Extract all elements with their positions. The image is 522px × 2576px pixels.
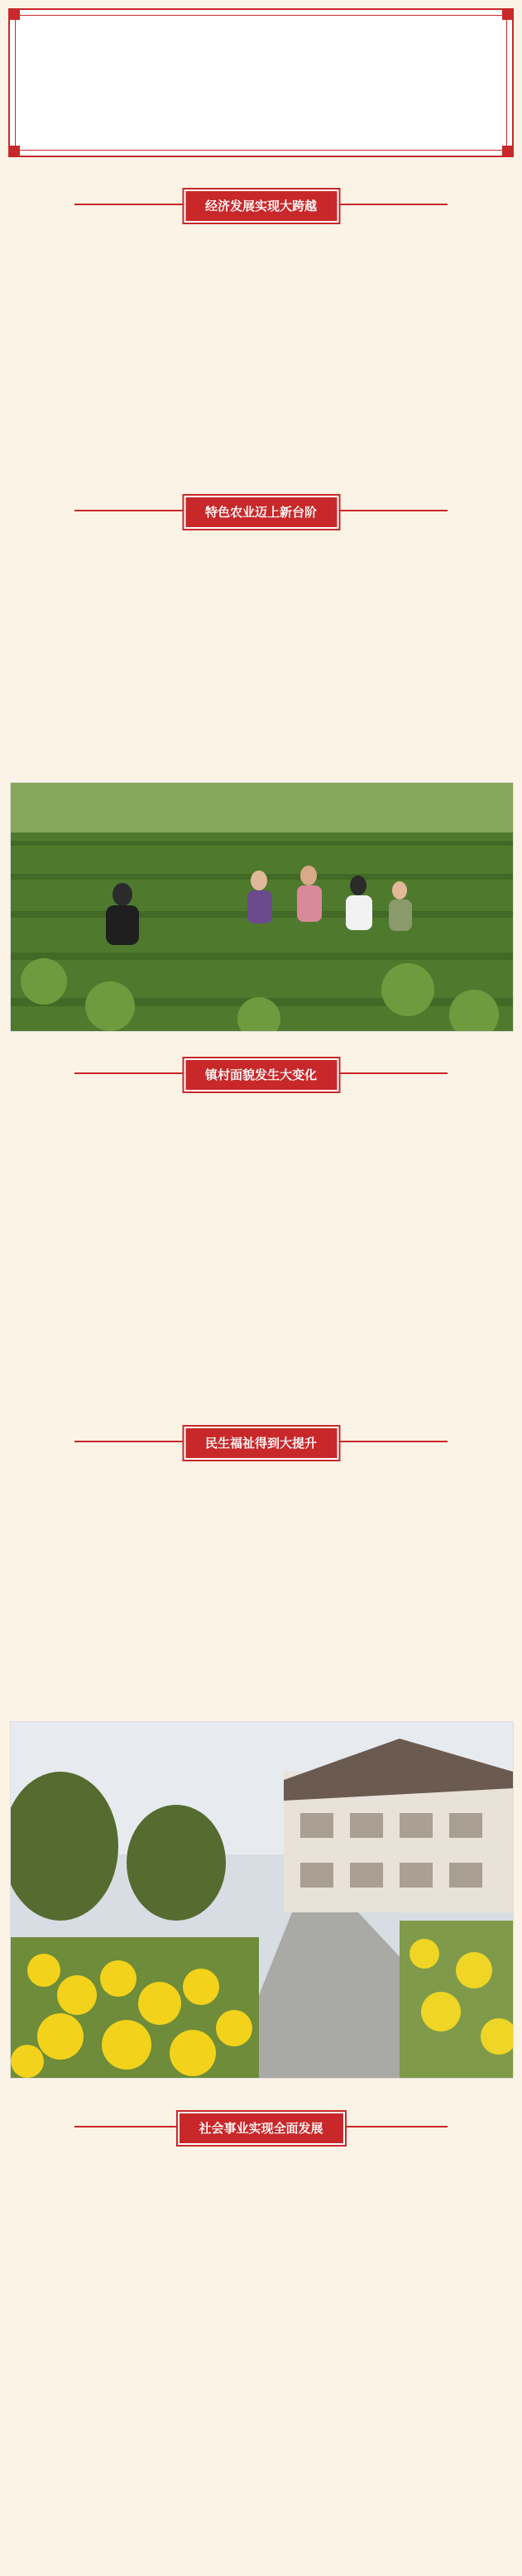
section-title: 社会事业实现全面发展 — [177, 2112, 344, 2145]
section-title: 镇村面貌发生大变化 — [184, 1058, 338, 1091]
peanut-field-photo — [10, 782, 514, 1032]
intro-box — [8, 8, 514, 157]
village-street-photo — [10, 1721, 514, 2079]
section-title: 民生福祉得到大提升 — [184, 1427, 338, 1460]
section-title: 特色农业迈上新台阶 — [184, 496, 338, 529]
section-title: 经济发展实现大跨越 — [184, 189, 338, 223]
section-heading-villages — [0, 1055, 522, 1091]
section-heading-social — [0, 2108, 522, 2145]
section-heading-agriculture — [0, 492, 522, 529]
intro-text — [15, 15, 507, 151]
section-heading-economy — [0, 186, 522, 223]
section-heading-livelihood — [0, 1423, 522, 1460]
